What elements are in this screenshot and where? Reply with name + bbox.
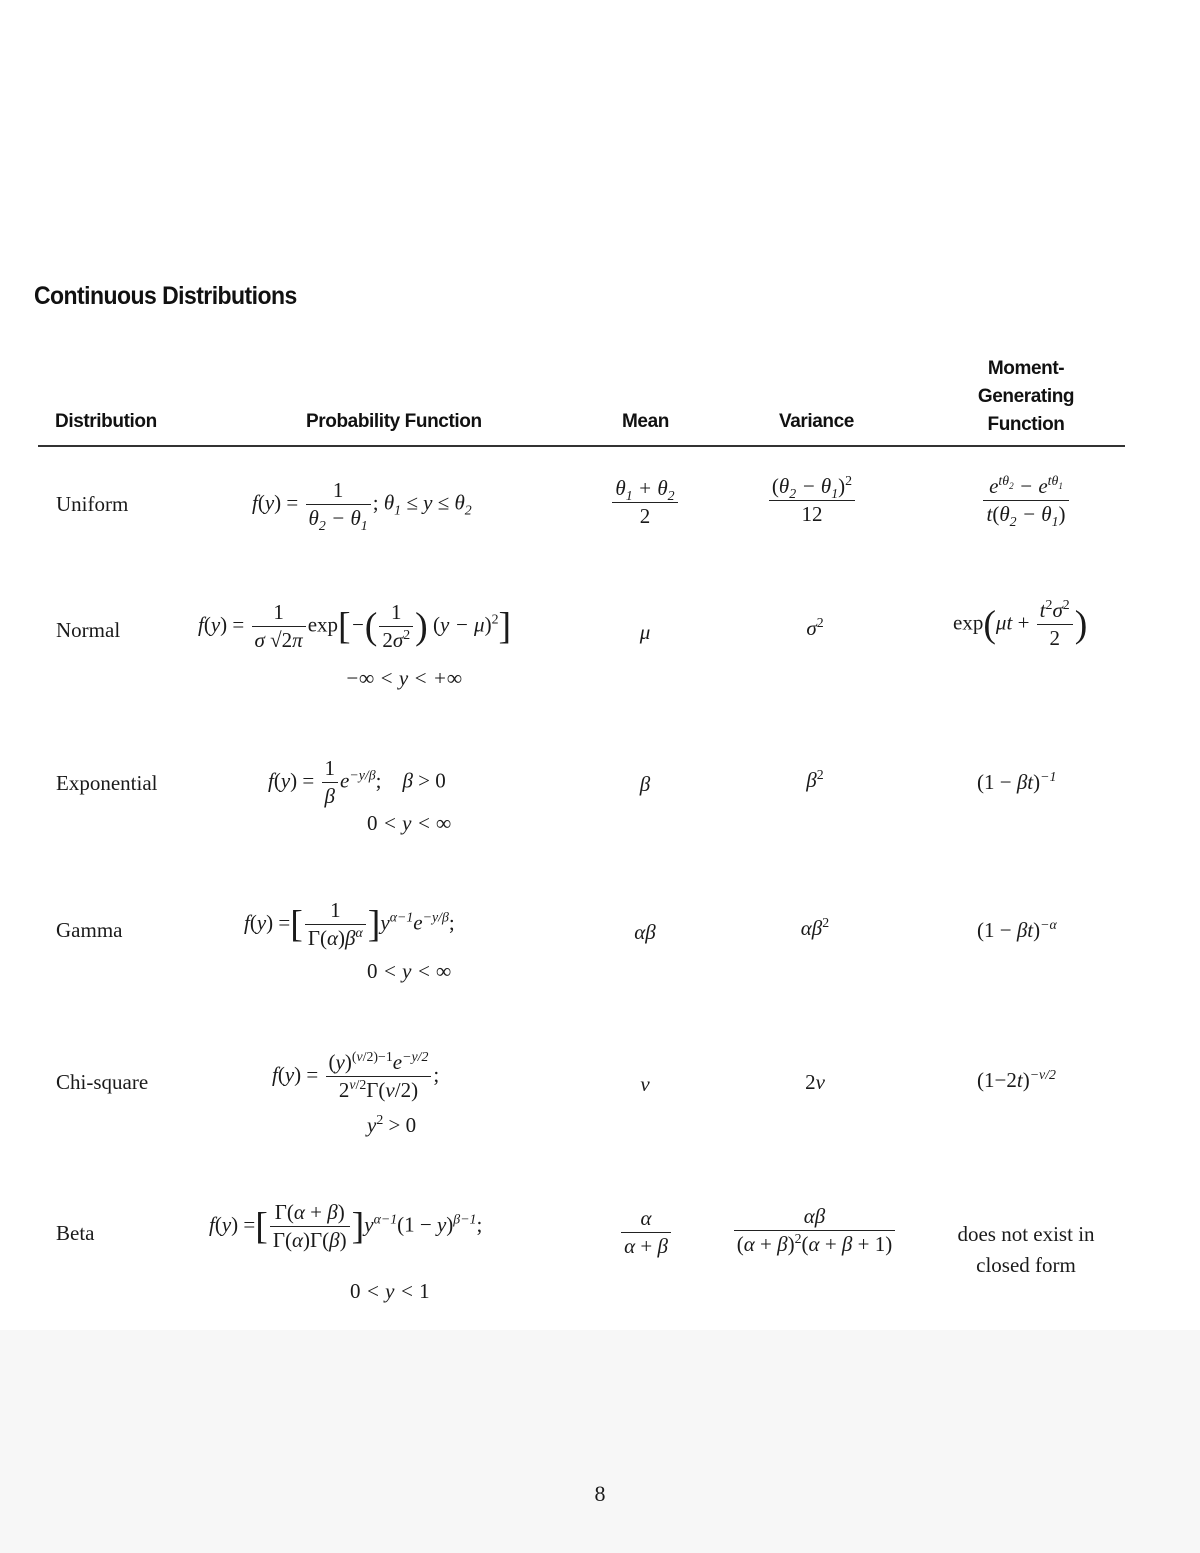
exponential-pdf: f(y) = $\frac{1}{\beta}$ $e^{-y/\beta}$; β > 0 bbox=[268, 756, 446, 808]
row-name-uniform: Uniform bbox=[56, 492, 129, 516]
beta-mgf-line2: closed form bbox=[976, 1253, 1076, 1277]
header-mgf-line2: Generating bbox=[977, 386, 1075, 407]
uniform-pdf: f(y) = $\frac{1}{\theta_2 - \theta_1}$ ; $\theta_1 \le y \le \theta_2$ bbox=[252, 478, 472, 534]
chi-square-support: $y^2 > 0$ bbox=[367, 1112, 417, 1137]
gamma-support: 0 < y < ∞ bbox=[367, 959, 452, 983]
beta-mean: $\frac{\alpha}{\alpha + \beta}$ bbox=[606, 1206, 686, 1259]
exponential-variance: $\beta^2$ bbox=[806, 767, 824, 792]
beta-variance: $\frac{\alpha\beta}{(\alpha + \beta)^2(\alpha + \beta + 1)}$ bbox=[712, 1204, 917, 1257]
gamma-pdf: f(y) =[ $\frac{1}{\Gamma(\alpha)\beta^\alpha}$ ]$y^{\alpha-1}e^{-y/\beta}$; bbox=[244, 898, 455, 950]
header-mgf bbox=[970, 355, 1082, 439]
normal-variance: $\sigma^2$ bbox=[806, 615, 824, 640]
header-mgf-line1: Moment- bbox=[987, 358, 1065, 379]
beta-pdf: f(y) =[ $\frac{\Gamma(\alpha + \beta)}{\Gamma(\alpha)\Gamma(\beta)}$ ]$y^{\alpha-1}(1 - y)^{\beta-1}$; bbox=[209, 1200, 483, 1252]
header-variance: Variance bbox=[779, 411, 854, 432]
chi-square-mean: v bbox=[640, 1072, 650, 1096]
normal-pdf: f(y) = $\frac{1}{\sigma √2\pi}$ exp[−( $\frac{1}{2\sigma^2}$ ) $(y - \mu)^2$] bbox=[198, 600, 512, 652]
header-mgf-line3: Function bbox=[987, 414, 1065, 435]
header-probability-function: Probability Function bbox=[306, 411, 482, 432]
exponential-mean: β bbox=[639, 772, 651, 796]
beta-mgf bbox=[945, 1219, 1107, 1281]
chi-square-mgf: $(1-2t)^{-v/2}$ bbox=[977, 1067, 1056, 1092]
exponential-support: 0 < y < ∞ bbox=[367, 811, 452, 835]
chi-square-pdf: f(y) = $\frac{(y)^{(v/2)-1}e^{-y/2}}{2^{v/2}\Gamma(v/2)}$ ; bbox=[272, 1049, 440, 1102]
uniform-variance: $\frac{(\theta_2 - \theta_1)^2}{12}$ bbox=[752, 474, 872, 527]
chi-square-variance: 2v bbox=[805, 1070, 825, 1094]
row-name-beta: Beta bbox=[56, 1221, 95, 1245]
row-name-normal: Normal bbox=[56, 618, 121, 642]
exponential-mgf: $(1 - \beta t)^{-1}$ bbox=[977, 769, 1057, 794]
header-rule bbox=[38, 445, 1125, 447]
uniform-mean: $\frac{\theta_1 + \theta_2}{2}$ bbox=[605, 476, 685, 529]
row-name-gamma: Gamma bbox=[56, 918, 123, 942]
beta-mgf-line1: does not exist in bbox=[957, 1222, 1095, 1246]
gamma-mean: αβ bbox=[634, 920, 656, 944]
normal-mgf: exp(μt + $\frac{t^2\sigma^2}{2}$ ) bbox=[953, 597, 1088, 650]
gamma-variance: $\alpha\beta^2$ bbox=[800, 915, 830, 940]
uniform-mgf: $\frac{e^{t\theta_2} - e^{t\theta_1}}{t(\theta_2 - \theta_1)}$ bbox=[950, 474, 1102, 527]
row-name-chi-square: Chi-square bbox=[56, 1070, 149, 1094]
gamma-mgf: $(1 - \beta t)^{-\alpha}$ bbox=[977, 917, 1057, 942]
header-mean: Mean bbox=[622, 411, 669, 432]
beta-support: 0 < y < 1 bbox=[350, 1279, 430, 1303]
normal-support: −∞ < y < +∞ bbox=[345, 666, 462, 690]
normal-mean: μ bbox=[639, 620, 651, 644]
page-bottom-band bbox=[0, 1330, 1200, 1553]
row-name-exponential: Exponential bbox=[56, 771, 158, 795]
header-distribution: Distribution bbox=[55, 411, 157, 432]
page-number: 8 bbox=[594, 1481, 606, 1506]
section-title: Continuous Distributions bbox=[34, 282, 297, 310]
